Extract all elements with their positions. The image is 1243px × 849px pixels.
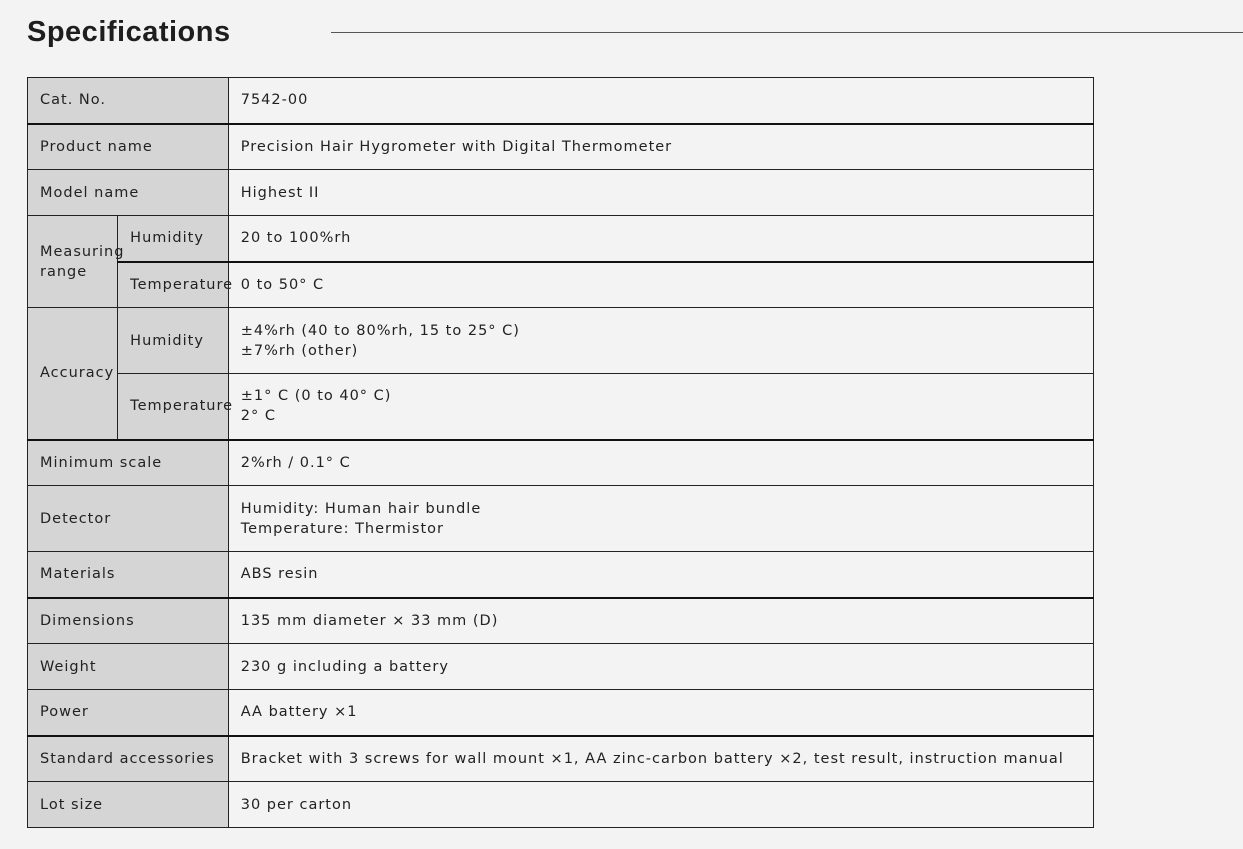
row-label-cat-no: Cat. No. [28,78,229,124]
sub-label-accuracy-temperature: Temperature [118,374,229,440]
row-value-accuracy-temperature [228,374,1093,440]
table-row [28,308,1094,374]
table-row [28,78,1094,124]
table-row [28,374,1094,440]
row-value-dimensions: 135 mm diameter × 33 mm (D) [228,598,1093,644]
row-label-accuracy: Accuracy [28,308,118,440]
row-value-range-humidity: 20 to 100%rh [228,216,1093,262]
row-label-materials: Materials [28,552,229,598]
row-label-product-name: Product name [28,124,229,170]
row-value-weight: 230 g including a battery [228,644,1093,690]
row-label-detector: Detector [28,486,229,552]
specifications-table [27,77,1094,828]
row-value-materials: ABS resin [228,552,1093,598]
row-value-standard-accessories: Bracket with 3 screws for wall mount ×1, AA zinc-carbon battery ×2, test result, instruction manual [228,736,1093,782]
row-value-range-temperature: 0 to 50° C [228,262,1093,308]
row-value-detector [228,486,1093,552]
row-label-lot-size: Lot size [28,782,229,828]
sub-label-range-humidity: Humidity [118,216,229,262]
sub-label-accuracy-humidity: Humidity [118,308,229,374]
row-value-lot-size: 30 per carton [228,782,1093,828]
table-row [28,552,1094,598]
table-row [28,216,1094,262]
row-label-model-name: Model name [28,170,229,216]
value-line: ±7%rh (other) [240,342,359,359]
row-label-measuring-range: Measuring range [28,216,118,308]
table-row [28,440,1094,486]
table-row [28,782,1094,828]
page-title: Specifications [27,16,231,48]
row-label-power: Power [28,690,229,736]
row-label-minimum-scale: Minimum scale [28,440,229,486]
sub-label-range-temperature: Temperature [118,262,229,308]
table-row [28,124,1094,170]
row-value-accuracy-humidity [228,308,1093,374]
table-row [28,262,1094,308]
row-value-model-name: Highest II [228,170,1093,216]
row-value-product-name: Precision Hair Hygrometer with Digital Thermometer [228,124,1093,170]
table-row [28,170,1094,216]
value-line: Humidity: Human hair bundle [240,500,482,517]
row-value-power: AA battery ×1 [228,690,1093,736]
table-row [28,486,1094,552]
row-label-standard-accessories: Standard accessories [28,736,229,782]
value-line: ±1° C (0 to 40° C) [240,388,392,405]
table-row [28,736,1094,782]
table-row [28,690,1094,736]
row-value-minimum-scale: 2%rh / 0.1° C [228,440,1093,486]
value-line: Temperature: Thermistor [240,520,444,537]
table-row [28,598,1094,644]
value-line: ±4%rh (40 to 80%rh, 15 to 25° C) [240,322,520,339]
row-label-dimensions: Dimensions [28,598,229,644]
row-value-cat-no: 7542-00 [228,78,1093,124]
table-row [28,644,1094,690]
section-header [27,14,1243,54]
value-line: 2° C [240,408,276,425]
title-divider [331,32,1243,33]
row-label-weight: Weight [28,644,229,690]
